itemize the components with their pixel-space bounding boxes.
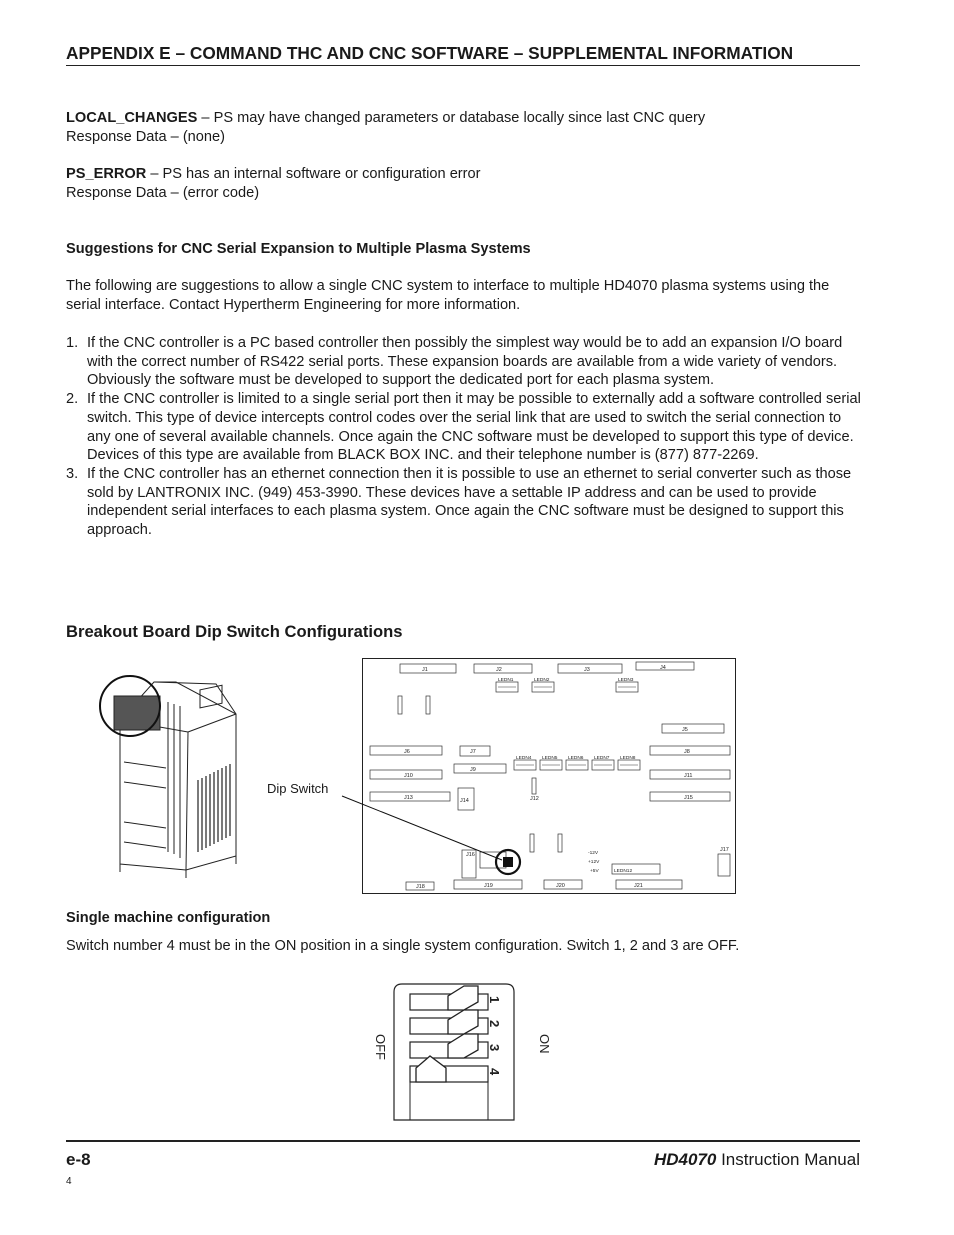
led-label: LEDN8 <box>620 756 636 761</box>
led-label: LEDN5 <box>542 756 558 761</box>
connector-label: J13 <box>404 795 413 801</box>
page-number: e-8 <box>66 1150 91 1169</box>
manual-title <box>654 1150 860 1170</box>
ps-error-term: PS_ERROR <box>66 166 147 182</box>
on-label: ON <box>537 1034 552 1054</box>
footer-divider <box>66 1140 860 1142</box>
connector-label: J1 <box>422 667 428 673</box>
connector-label: J2 <box>496 667 502 673</box>
led-label: LEDN1 <box>498 678 514 683</box>
list-item-text: If the CNC controller has an ethernet connection then it is possible to use an ethernet to serial converter such as those sold by LANTRONIX INC. (949) 453-3990. These devices have a settable IP address and can be used to provide independent serial interfaces to each plasma system. Once again the CNC software must be designed to support this approach. <box>87 465 852 539</box>
suggestions-intro: The following are suggestions to allow a single CNC system to interface to multiple HD4070 plasma systems using the serial interface. Contact Hypertherm Engineering for more information. <box>66 278 830 313</box>
single-machine-heading: Single machine configuration <box>66 910 271 926</box>
switch-number: 2 <box>487 1020 502 1028</box>
ps-error-block <box>66 165 866 203</box>
manual-label: Instruction Manual <box>716 1150 860 1169</box>
list-item-number: 2. <box>66 391 79 408</box>
local-changes-block <box>66 109 866 147</box>
list-item-number: 1. <box>66 335 79 351</box>
ps-error-desc: – PS has an internal software or configuration error <box>146 166 481 182</box>
connector-label: J3 <box>584 667 590 673</box>
suggestions-list <box>66 334 866 540</box>
single-machine-text: Switch number 4 must be in the ON position in a single system configuration. Switch 1, 2 and 3 are OFF. <box>66 938 740 954</box>
connector-label: J21 <box>634 883 643 889</box>
off-label: OFF <box>373 1034 388 1060</box>
switch-number: 3 <box>487 1044 502 1052</box>
connector-label: J12 <box>530 796 539 802</box>
connector-label: J8 <box>684 749 690 755</box>
list-item-number: 3. <box>66 465 79 482</box>
dip-switch-diagram <box>360 980 550 1126</box>
breakout-heading: Breakout Board Dip Switch Configurations <box>66 622 403 641</box>
local-changes-response: Response Data – (none) <box>66 129 226 145</box>
led-label: LEDN6 <box>568 756 584 761</box>
list-item-text: If the CNC controller is limited to a single serial port then it may be possible to externally add a software controlled serial switch. This type of device intercepts control codes over the serial link that are used to switch the serial connection to any one of several available channels. Once again the CNC software must be developed to support this type of device. Devices of this type are available from BLACK BOX INC. and their telephone number is (877) 877-2269. <box>87 391 861 464</box>
switch-number: 4 <box>487 1068 502 1076</box>
connector-label: J20 <box>556 883 565 889</box>
led-label: LEDN2 <box>534 678 550 683</box>
voltage-label: +5V <box>590 869 599 874</box>
list-item-text: If the CNC controller is a PC based controller then possibly the simplest way would be to add an expansion I/O board with the correct number of RS422 serial ports. These expansion boards are available from a wide variety of vendors. Obviously the software must be developed to support the dedicated port for each plasma system. <box>87 335 843 389</box>
connector-label: J6 <box>404 749 410 755</box>
connector-label: J18 <box>416 884 425 890</box>
connector-label: J9 <box>470 767 476 773</box>
connector-label: J17 <box>720 847 729 853</box>
connector-label: J14 <box>460 798 469 804</box>
revision-number: 4 <box>66 1176 72 1187</box>
list-item <box>66 465 866 540</box>
model-name: HD4070 <box>653 1150 717 1169</box>
led-label: LEDN7 <box>594 756 610 761</box>
suggestions-heading: Suggestions for CNC Serial Expansion to Multiple Plasma Systems <box>66 241 531 257</box>
connector-label: J10 <box>404 773 413 779</box>
connector-label: J4 <box>660 665 666 671</box>
callout-leader-line <box>330 780 510 870</box>
connector-label: J7 <box>470 749 476 755</box>
machine-illustration <box>96 672 256 880</box>
ps-error-response: Response Data – (error code) <box>66 185 260 201</box>
page-header: APPENDIX E – COMMAND THC AND CNC SOFTWARE – SUPPLEMENTAL INFORMATION <box>66 43 860 66</box>
connector-label: J16 <box>466 852 475 858</box>
connector-label: J11 <box>684 773 693 779</box>
list-item <box>66 334 866 390</box>
voltage-label: -12V <box>588 851 599 856</box>
switch-number: 1 <box>487 996 502 1004</box>
led-label: LEDN12 <box>614 869 633 874</box>
voltage-label: +12V <box>588 860 600 865</box>
local-changes-desc: – PS may have changed parameters or database locally since last CNC query <box>197 110 706 126</box>
dip-switch-label: Dip Switch <box>267 781 329 796</box>
list-item <box>66 390 866 465</box>
led-label: LEDN4 <box>516 756 532 761</box>
local-changes-term: LOCAL_CHANGES <box>66 110 198 126</box>
connector-label: J15 <box>684 795 693 801</box>
connector-label: J5 <box>682 727 688 733</box>
connector-label: J19 <box>484 883 493 889</box>
led-label: LEDN3 <box>618 678 634 683</box>
